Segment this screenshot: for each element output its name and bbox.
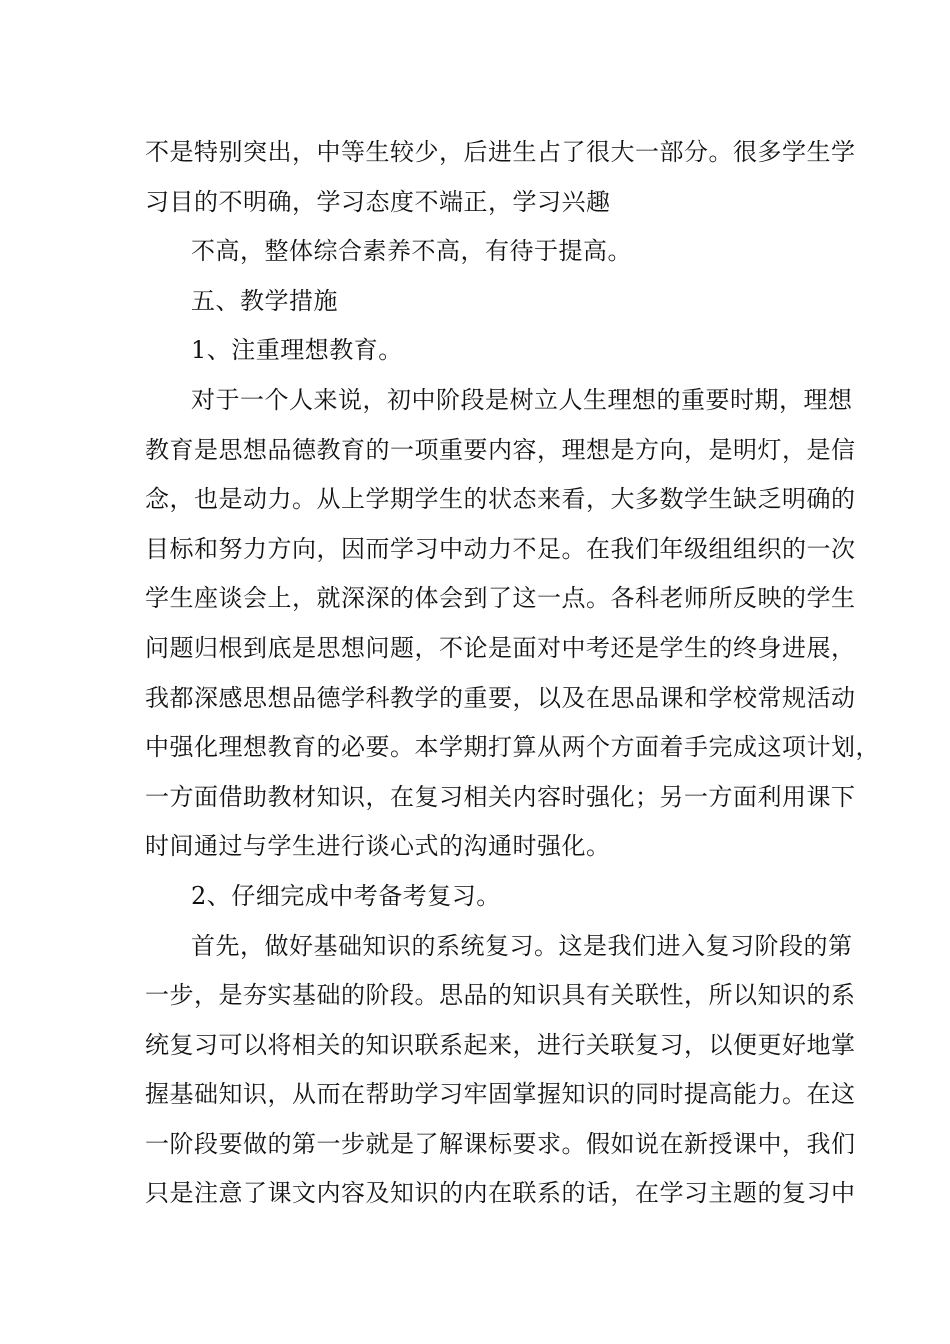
text-line: 中强化理想教育的必要。本学期打算从两个方面着手完成这项计划， xyxy=(145,733,880,762)
text-line: 不是特别突出，中等生较少，后进生占了很大一部分。很多学生学 xyxy=(145,138,856,166)
text-line: 不高，整体综合素养不高，有待于提高。 xyxy=(191,237,632,266)
text-line: 时间通过与学生进行谈心式的沟通时强化。 xyxy=(145,832,611,861)
text-line: 一方面借助教材知识，在复习相关内容时强化；另一方面利用课下 xyxy=(145,782,856,811)
text-line: 念，也是动力。从上学期学生的状态来看，大多数学生缺乏明确的 xyxy=(145,485,856,514)
text-line: 首先，做好基础知识的系统复习。这是我们进入复习阶段的第 xyxy=(191,931,853,960)
body-text xyxy=(145,128,880,1219)
text-line: 目标和努力方向，因而学习中动力不足。在我们年级组组织的一次 xyxy=(145,534,856,563)
text-line: 教育是思想品德教育的一项重要内容，理想是方向，是明灯，是信 xyxy=(145,435,856,464)
text-line: 一步，是夯实基础的阶段。思品的知识具有关联性，所以知识的系 xyxy=(145,981,856,1010)
text-line: 统复习可以将相关的知识联系起来，进行关联复习，以便更好地掌 xyxy=(145,1030,856,1059)
text-line: 握基础知识，从而在帮助学习牢固掌握知识的同时提高能力。在这 xyxy=(145,1080,856,1109)
text-line: 习目的不明确，学习态度不端正，学习兴趣 xyxy=(145,187,611,216)
text-line: 一阶段要做的第一步就是了解课标要求。假如说在新授课中，我们 xyxy=(145,1129,856,1158)
text-line: 只是注意了课文内容及知识的内在联系的话，在学习主题的复习中 xyxy=(145,1179,856,1208)
text-line: 对于一个人来说，初中阶段是树立人生理想的重要时期，理想 xyxy=(191,385,853,414)
subsection-heading: 1、注重理想教育。 xyxy=(191,336,403,365)
text-line: 问题归根到底是思想问题，不论是面对中考还是学生的终身进展， xyxy=(145,633,856,662)
text-line: 学生座谈会上，就深深的体会到了这一点。各科老师所反映的学生 xyxy=(145,584,856,613)
subsection-heading: 2、仔细完成中考备考复习。 xyxy=(191,881,501,910)
section-heading: 五、教学措施 xyxy=(191,286,338,315)
text-line: 我都深感思想品德学科教学的重要，以及在思品课和学校常规活动 xyxy=(145,683,856,712)
